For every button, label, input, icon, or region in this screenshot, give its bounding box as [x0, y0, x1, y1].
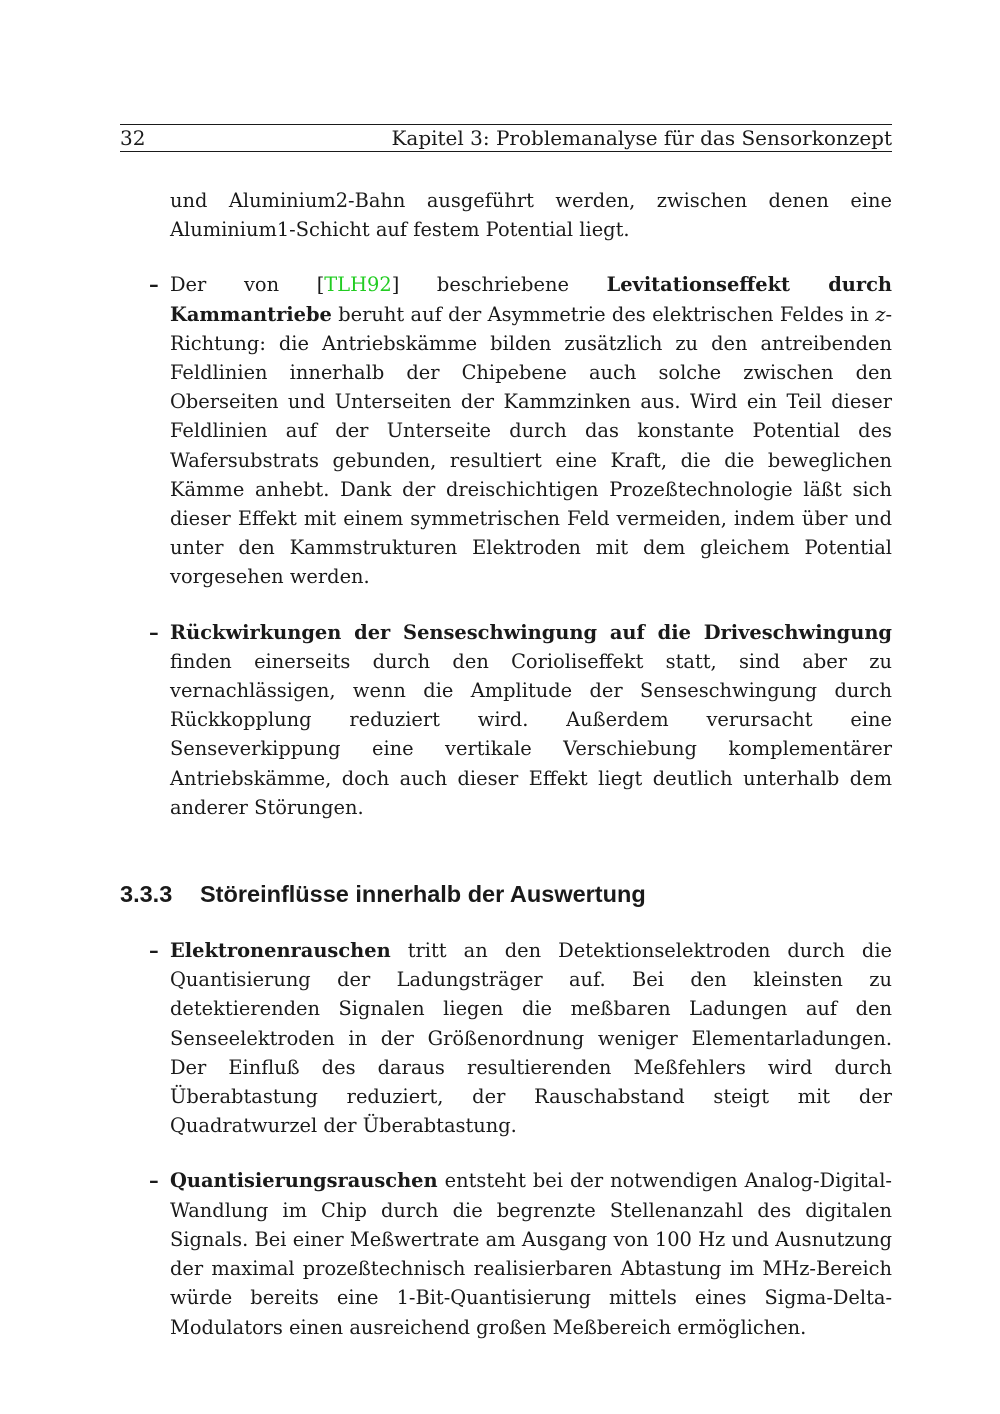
list-item-text: Quantisierungsrauschen entsteht bei der notwendigen Analog-Digital-Wandlung im Chip durch die begrenzte Stellenanzahl des digitalen Signals. Bei einer Meßwertrate am Ausgang von 100 Hz und Ausnutzung der maximal prozeßtechnisch realisierbaren Abtastung im MHz-Bereich würde bereits eine 1-Bit-Quantisierung mittels eines Sigma-Delta-Modulators einen ausreichend großen Meßbereich ermöglichen.	[170, 1169, 892, 1339]
list-item	[120, 618, 892, 822]
bold-term: Rückwirkungen der Senseschwingung auf die Driveschwingung	[170, 620, 892, 644]
bold-term: Elektronenrauschen	[170, 939, 391, 963]
section-heading	[120, 878, 892, 910]
list-item-text: Rückwirkungen der Senseschwingung auf die Driveschwingung finden einerseits durch den Corioliseffekt statt, sind aber zu vernachlässigen, wenn die Amplitude der Senseschwingung durch Rückkopplung reduziert wird. Außerdem verursacht eine Senseverkippung eine vertikale Verschiebung komplementärer Antriebskämme, doch auch dieser Effekt liegt deutlich unterhalb dem anderer Störungen.	[170, 620, 892, 819]
bullet-dash: –	[149, 273, 159, 297]
list-item-text: Elektronenrauschen tritt an den Detektionselektroden durch die Quantisierung der Ladungsträger auf. Bei den kleinsten zu detektierenden Signalen liegen die meßbaren Ladungen auf den Senseelektroden in der Größenordnung weniger Elementarladungen. Der Einfluß des daraus resultierenden Meßfehlers wird durch Überabtastung reduziert, der Rauschabstand steigt mit der Quadratwurzel der Überabtastung.	[170, 939, 892, 1138]
citation-link[interactable]: TLH92	[324, 273, 392, 297]
header-rule	[120, 151, 892, 152]
page-header	[120, 124, 892, 150]
math-variable: z	[875, 302, 886, 326]
list-item-text: Der von [TLH92] beschriebene Levitationseffekt durch Kammantriebe beruht auf der Asymmetrie des elektrischen Feldes in z-Richtung: die Antriebskämme bilden zusätzlich zu den antreibenden Feldlinien innerhalb der Chipebene auch solche zwischen den Oberseiten und Unterseiten der Kammzinken aus. Wird ein Teil dieser Feldlinien auf der Unterseite durch das konstante Potential des Wafersubstrats gebunden, resultiert eine Kraft, die die beweglichen Kämme anhebt. Dank der dreischichtigen Prozeßtechnologie läßt sich dieser Effekt mit einem symmetrischen Feld vermeiden, indem über und unter den Kammstrukturen Elektroden mit dem gleichem Potential vorgesehen werden.	[170, 273, 892, 589]
bullet-dash: –	[149, 1169, 159, 1193]
section-number: 3.3.3	[120, 881, 173, 908]
bold-term: Levitationseffekt durch Kammantriebe	[170, 273, 892, 326]
list-item	[120, 270, 892, 591]
bullet-dash: –	[149, 939, 159, 963]
page-number: 32	[120, 126, 146, 150]
section-title: Störeinflüsse innerhalb der Auswertung	[200, 881, 646, 908]
bold-term: Quantisierungsrauschen	[170, 1169, 438, 1193]
list-item	[120, 936, 892, 1140]
bullet-dash: –	[149, 620, 159, 644]
chapter-title: Kapitel 3: Problemanalyse für das Sensorkonzept	[391, 126, 892, 150]
list-item	[120, 1166, 892, 1341]
continuation-paragraph: und Aluminium2-Bahn ausgeführt werden, zwischen denen eine Aluminium1-Schicht auf festem Potential liegt.	[170, 189, 892, 242]
page-body	[120, 186, 892, 1342]
